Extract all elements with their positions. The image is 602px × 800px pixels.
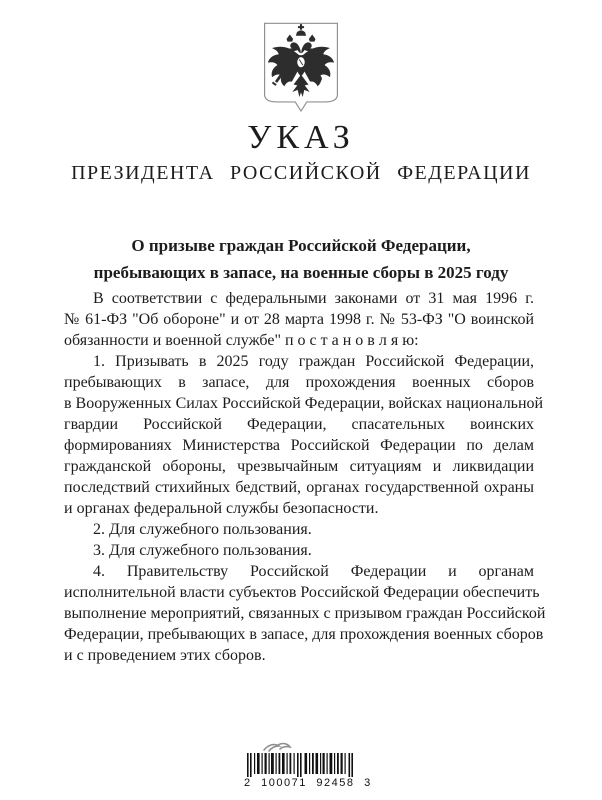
body-line: исполнительной власти субъектов Российской Федерации обеспечить <box>64 584 540 601</box>
barcode <box>244 741 372 789</box>
barcode-bars-icon <box>247 753 353 777</box>
body-line: 1. Призывать в 2025 году граждан Российской Федерации, <box>93 353 534 370</box>
body-line: последствий стихийных бедствий, органах государственной охраны <box>64 479 534 496</box>
body-line: в Вооруженных Силах Российской Федерации, войсках национальной <box>64 395 544 412</box>
doc-type-title: УКАЗ <box>247 119 355 156</box>
item-4-paragraph <box>64 561 546 666</box>
body-line: В соответствии с федеральными законами от 31 мая 1996 г. <box>93 290 534 307</box>
decree-body <box>64 288 546 666</box>
doc-subject-line: О призыве граждан Российской Федерации, <box>131 236 471 255</box>
item-1-paragraph <box>64 351 544 519</box>
body-line: Федерации, пребывающих в запасе, для прохождения военных сборов <box>64 626 544 643</box>
body-line: 4. Правительству Российской Федерации и органам <box>93 563 534 580</box>
body-line: гвардии Российской Федерации, спасательных воинских <box>64 416 534 433</box>
doc-subject-line: пребывающих в запасе, на военные сборы в 2025 году <box>93 263 509 282</box>
body-line: № 61-ФЗ "Об обороне" и от 28 марта 1998 г. № 53-ФЗ "О воинской <box>64 311 534 328</box>
barcode-number: 2 100071 92458 3 <box>244 777 372 789</box>
body-line: пребывающих в запасе, для прохождения военных сборов <box>64 374 534 391</box>
body-line: и органах федеральной службы безопасности. <box>64 500 379 517</box>
item-2-paragraph: 2. Для служебного пользования. <box>93 521 312 538</box>
body-line: обязанности и военной службе" п о с т а н о в л я ю: <box>64 332 419 349</box>
print-smudge-icon <box>260 741 294 753</box>
doc-subject-title <box>0 232 602 286</box>
intro-paragraph <box>64 288 534 351</box>
item-3-paragraph: 3. Для служебного пользования. <box>93 542 312 559</box>
body-line: формированиях Министерства Российской Федерации по делам <box>64 437 534 454</box>
body-line: гражданской обороны, чрезвычайным ситуациям и ликвидации <box>64 458 534 475</box>
doc-issuer: ПРЕЗИДЕНТА РОССИЙСКОЙ ФЕДЕРАЦИИ <box>71 162 531 184</box>
coat-of-arms-icon <box>259 20 343 116</box>
body-line: выполнение мероприятий, связанных с призывом граждан Российской <box>64 605 546 622</box>
body-line: и с проведением этих сборов. <box>64 647 266 664</box>
